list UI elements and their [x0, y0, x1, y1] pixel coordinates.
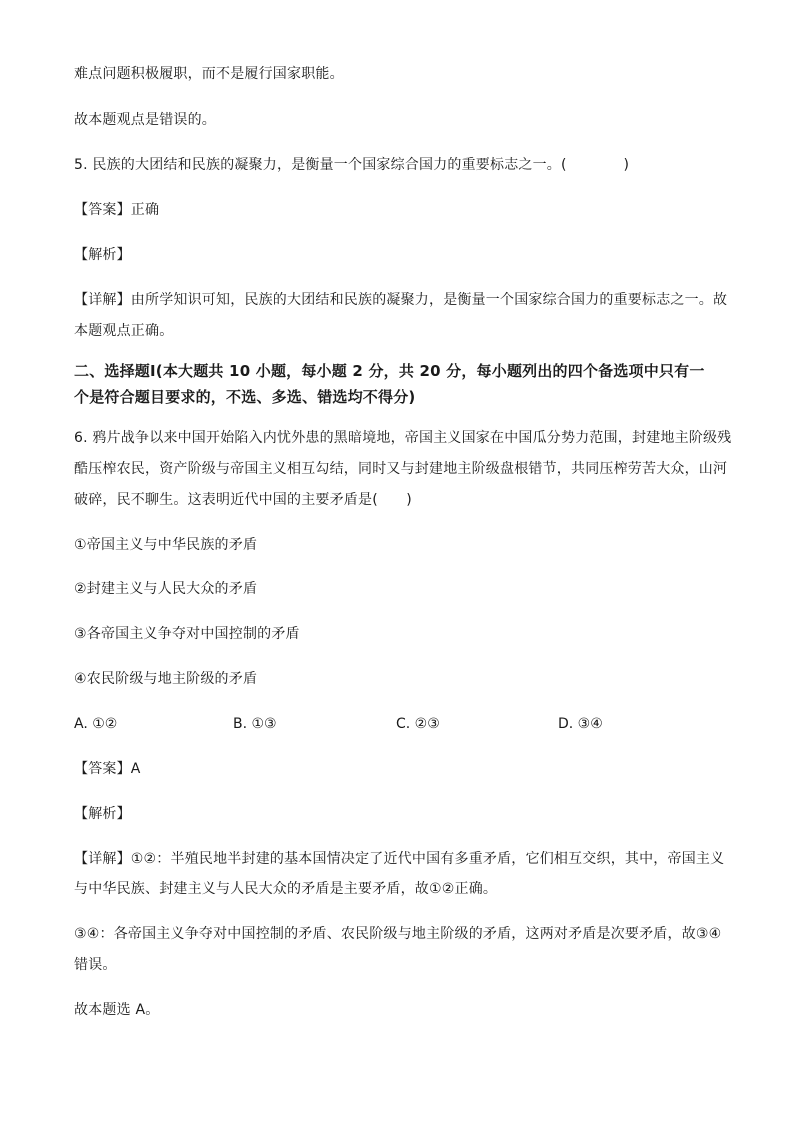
- analysis-label: 【解析】: [74, 806, 131, 822]
- explanation-line: 【详解】由所学知识可知，民族的大团结和民族的凝聚力，是衡量一个国家综合国力的重要标志之一。故: [74, 292, 728, 308]
- option-b: B. ①③: [233, 716, 277, 732]
- answer-label: 【答案】正确: [74, 202, 160, 218]
- question-6: 酷压榨农民，资产阶级与帝国主义相互勾结，同时又与封建地主阶级盘根错节，共同压榨劳苦大众，山河: [74, 461, 728, 477]
- question-6: 破碎，民不聊生。这表明近代中国的主要矛盾是( ): [74, 492, 412, 508]
- statement-item: ④农民阶级与地主阶级的矛盾: [74, 671, 258, 687]
- question-5: 5. 民族的大团结和民族的凝聚力，是衡量一个国家综合国力的重要标志之一。( ): [74, 157, 630, 173]
- explanation-line: 本题观点正确。: [74, 323, 174, 339]
- question-6: 6. 鸦片战争以来中国开始陷入内忧外患的黑暗境地，帝国主义国家在中国瓜分势力范围，封建地主阶级残: [74, 430, 732, 446]
- answer-label: 【答案】A: [74, 761, 141, 777]
- text-line: 难点问题积极履职，而不是履行国家职能。: [74, 66, 344, 82]
- section-heading: 二、选择题Ⅰ(本大题共 10 小题，每小题 2 分，共 20 分，每小题列出的四个备选项中只有一: [74, 362, 705, 380]
- explanation-line: 与中华民族、封建主义与人民大众的矛盾是主要矛盾，故①②正确。: [74, 881, 498, 897]
- section-heading: 个是符合题目要求的，不选、多选、错选均不得分): [74, 388, 416, 406]
- explanation-line: 【详解】①②：半殖民地半封建的基本国情决定了近代中国有多重矛盾，它们相互交织，其中，帝国主义: [74, 851, 725, 867]
- option-a: A. ①②: [74, 716, 118, 732]
- explanation-line: 错误。: [74, 957, 117, 973]
- statement-item: ②封建主义与人民大众的矛盾: [74, 581, 258, 597]
- conclusion-line: 故本题选 A。: [74, 1002, 160, 1018]
- statement-item: ①帝国主义与中华民族的矛盾: [74, 537, 258, 553]
- analysis-label: 【解析】: [74, 247, 131, 263]
- statement-item: ③各帝国主义争夺对中国控制的矛盾: [74, 626, 300, 642]
- explanation-line: ③④：各帝国主义争夺对中国控制的矛盾、农民阶级与地主阶级的矛盾，这两对矛盾是次要矛盾，故③④: [74, 926, 722, 942]
- option-c: C. ②③: [396, 716, 440, 732]
- conclusion-line: 故本题观点是错误的。: [74, 112, 216, 128]
- option-d: D. ③④: [558, 716, 603, 732]
